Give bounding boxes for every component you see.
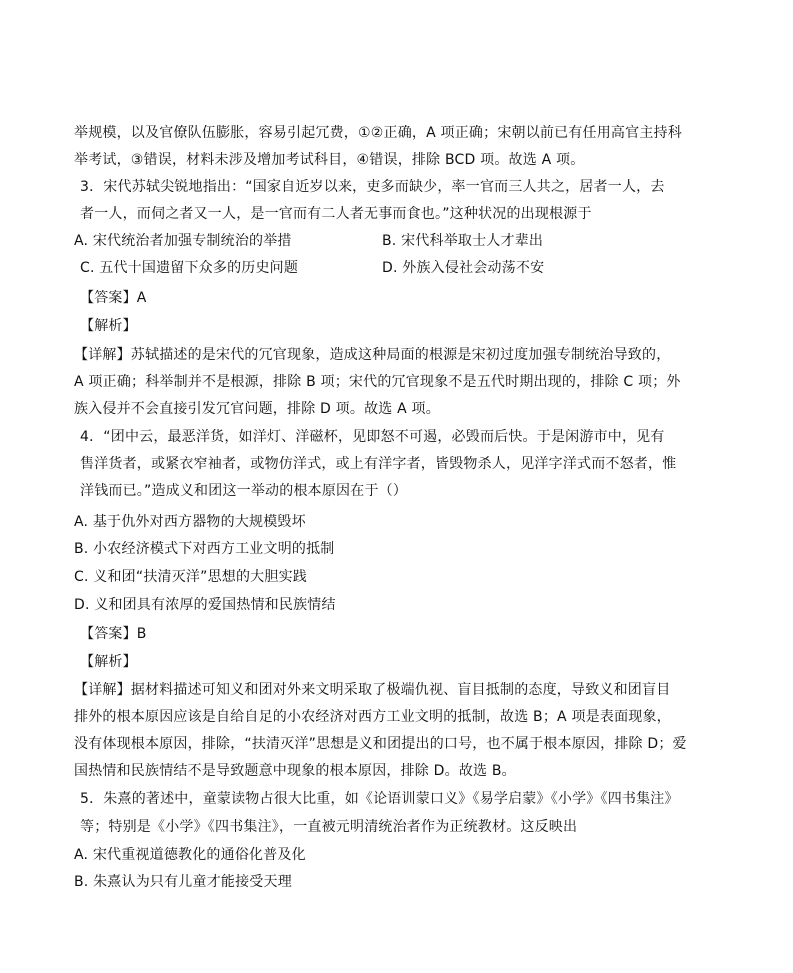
question-4-stem: 4．“团中云，最恶洋货，如洋灯、洋磁杯，见即怒不可遏，必毁而后快。于是闲游市中，见有	[80, 429, 665, 445]
option-c: C. 义和团“扶清灭洋”思想的大胆实践	[74, 569, 307, 585]
option-d: D. 义和团具有浓厚的爱国热情和民族情结	[74, 597, 336, 613]
option-b: B. 朱熹认为只有儿童才能接受天理	[74, 874, 292, 890]
detail-text: A 项正确；科举制并不是根源，排除 B 项；宋代的冗官现象不是五代时期出现的，排除 C 项；外	[74, 374, 681, 390]
option-d: D. 外族入侵社会动荡不安	[382, 260, 545, 276]
detail-text: 没有体现根本原因，排除，“扶清灭洋”思想是义和团提出的口号，也不属于根本原因，排除 D；爱	[74, 736, 687, 752]
question-5-stem: 5．朱熹的著述中，童蒙读物占很大比重，如《论语训蒙口义》《易学启蒙》《小学》《四书集注》	[80, 791, 679, 807]
detail-text: 族入侵并不会直接引发冗官问题，排除 D 项。故选 A 项。	[74, 401, 440, 417]
analysis-label: 【解析】	[80, 318, 137, 334]
question-3-stem: 者一人，而伺之者又一人，是一官而有二人者无事而食也。”这种状况的出现根源于	[80, 206, 592, 222]
text-line: 举规模，以及官僚队伍膨胀，容易引起冗费，①②正确，A 项正确；宋朝以前已有任用高官主持科	[74, 125, 682, 141]
question-4-stem: 售洋货者，或紧衣窄袖者，或物仿洋式，或上有洋字者，皆毁物杀人，见洋字洋式而不怒者，惟	[80, 456, 677, 472]
question-3-stem: 3．宋代苏轼尖锐地指出：“国家自近岁以来，吏多而缺少，率一官而三人共之，居者一人，去	[80, 179, 665, 195]
option-b: B. 宋代科举取士人才辈出	[382, 233, 544, 249]
option-a: A. 基于仇外对西方器物的大规模毁坏	[74, 514, 306, 530]
text-line: 举考试，③错误，材料未涉及增加考试科目，④错误，排除 BCD 项。故选 A 项。	[74, 152, 585, 168]
analysis-label: 【解析】	[80, 654, 137, 670]
answer-label: 【答案】B	[80, 626, 147, 642]
detail-text: 国热情和民族情结不是导致题意中现象的根本原因，排除 D。故选 B。	[74, 763, 516, 779]
answer-label: 【答案】A	[80, 290, 147, 306]
question-5-stem: 等；特别是《小学》《四书集注》，一直被元明清统治者作为正统教材。这反映出	[80, 819, 578, 835]
option-a: A. 宋代重视道德教化的通俗化普及化	[74, 847, 306, 863]
option-a: A. 宋代统治者加强专制统治的举措	[74, 233, 292, 249]
detail-text: 【详解】据材料描述可知义和团对外来文明采取了极端仇视、盲目抵制的态度，导致义和团盲目	[74, 682, 671, 698]
option-c: C. 五代十国遗留下众多的历史问题	[80, 260, 299, 276]
question-4-stem: 洋钱而已。”造成义和团这一举动的根本原因在于（）	[80, 483, 408, 499]
option-b: B. 小农经济模式下对西方工业文明的抵制	[74, 541, 335, 557]
detail-text: 【详解】苏轼描述的是宋代的冗官现象，造成这种局面的根源是宋初过度加强专制统治导致的，	[74, 347, 671, 363]
detail-text: 排外的根本原因应该是自给自足的小农经济对西方工业文明的抵制，故选 B；A 项是表面现象，	[74, 709, 671, 725]
